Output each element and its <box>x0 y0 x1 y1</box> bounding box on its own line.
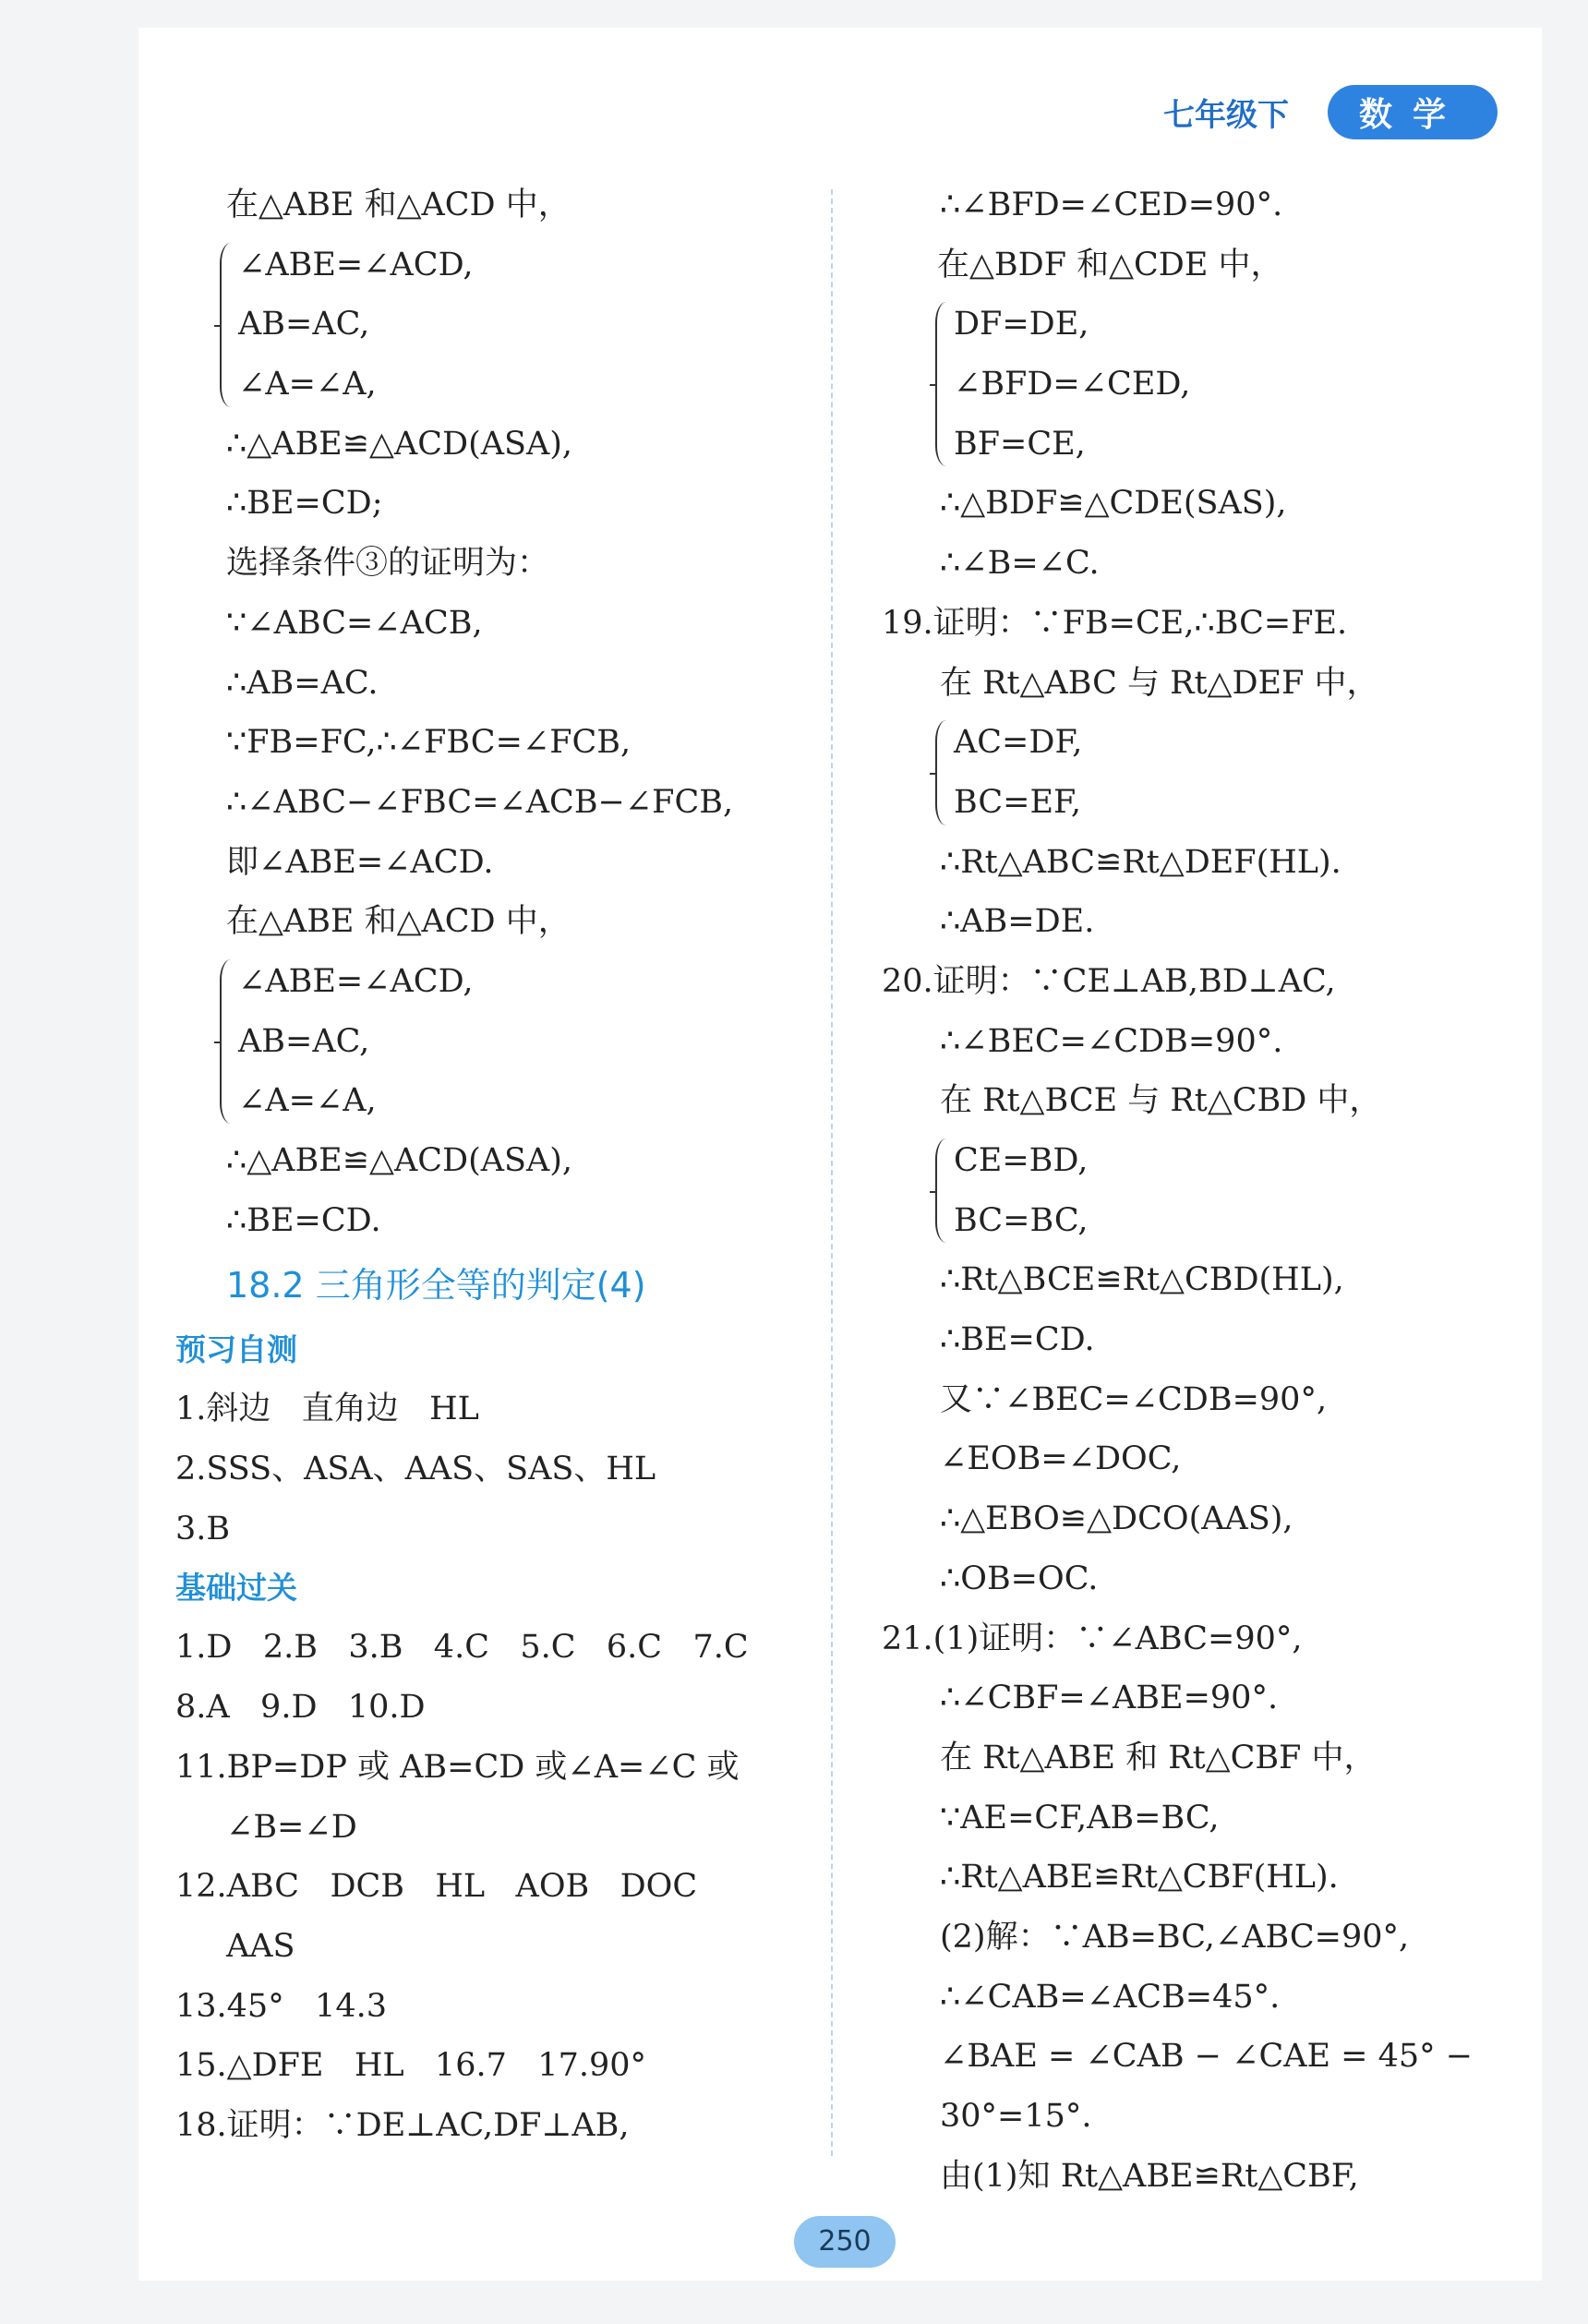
answer-line: 1.D 2.B 3.B 4.C 5.C 6.C 7.C <box>175 1629 749 1667</box>
text-line: ∴BE=CD. <box>940 1321 1095 1359</box>
section-title: 18.2 三角形全等的判定(4) <box>226 1265 646 1306</box>
answer-line: 1.斜边 直角边 HL <box>175 1391 479 1428</box>
sub-heading: 预习自测 <box>175 1331 297 1368</box>
brace-mark <box>220 959 235 1124</box>
text-line: ∴Rt△ABE≌Rt△CBF(HL). <box>940 1859 1339 1897</box>
text-line: 即∠ABE=∠ACD. <box>226 843 494 881</box>
page-header <box>1163 85 1498 139</box>
brace-mark <box>220 243 235 407</box>
text-line: ∴BE=CD; <box>226 485 383 523</box>
text-line: ∴OB=OC. <box>940 1559 1099 1597</box>
text-line: 选择条件③的证明为： <box>226 545 550 583</box>
text-line: 19.证明：∵FB=CE,∴BC=FE. <box>882 604 1348 642</box>
text-line: ∵FB=FC,∴∠FBC=∠FCB, <box>226 724 632 762</box>
answer-line: 13.45° 14.3 <box>175 1987 388 2025</box>
column-divider <box>831 189 833 2156</box>
answer-line: 12.ABC DCB HL AOB DOC <box>175 1868 698 1906</box>
text-line: 在△BDF 和△CDE 中， <box>937 246 1283 283</box>
text-line: ∴∠B=∠C. <box>940 545 1100 583</box>
condition-brace <box>882 1131 1519 1250</box>
brace-mark <box>935 1138 950 1243</box>
text-line: BF=CE, <box>954 425 1086 463</box>
text-line: ∠ABE=∠ACD, <box>238 246 474 283</box>
text-line: ∴∠CAB=∠ACB=45°. <box>940 1978 1281 2016</box>
text-line: ∴∠CBF=∠ABE=90°. <box>940 1680 1279 1717</box>
text-line: ∠ABE=∠ACD, <box>238 962 474 1000</box>
text-line: 在△ABE 和△ACD 中， <box>226 187 571 223</box>
answer-line: 8.A 9.D 10.D <box>175 1689 426 1727</box>
text-line: 由(1)知 Rt△ABE≌Rt△CBF, <box>940 2157 1359 2195</box>
text-line: 30°=15°. <box>940 2098 1092 2135</box>
text-line: ∴Rt△BCE≌Rt△CBD(HL), <box>940 1261 1344 1299</box>
text-line: ∴∠BEC=∠CDB=90°. <box>940 1022 1283 1060</box>
text-line: ∠A=∠A, <box>238 366 377 403</box>
text-line: 20.证明：∵CE⊥AB,BD⊥AC, <box>882 962 1336 1000</box>
text-line: ∴BE=CD. <box>226 1201 381 1239</box>
text-line: 在 Rt△BCE 与 Rt△CBD 中， <box>940 1082 1382 1120</box>
answer-line: ∠B=∠D <box>226 1808 357 1846</box>
text-line: CE=BD, <box>954 1142 1089 1179</box>
right-column <box>882 175 1519 2206</box>
text-line: 又∵∠BEC=∠CDB=90°, <box>940 1380 1328 1418</box>
grade-label: 七年级下 <box>1163 97 1289 134</box>
text-line: AC=DF, <box>954 724 1083 762</box>
answer-line: 15.△DFE HL 16.7 17.90° <box>175 2047 646 2085</box>
text-line: AB=AC, <box>238 306 370 343</box>
text-line: AB=AC, <box>238 1022 370 1060</box>
text-line: ∴AB=AC. <box>226 664 379 702</box>
subject-badge: 数学 <box>1328 85 1498 139</box>
brace-mark <box>935 302 950 466</box>
text-line: ∴△ABE≌△ACD(ASA), <box>226 1142 573 1179</box>
text-line: ∴∠ABC−∠FBC=∠ACB−∠FCB, <box>226 783 734 821</box>
text-line: ∴△ABE≌△ACD(ASA), <box>226 425 573 463</box>
text-line: ∴∠BFD=∠CED=90°. <box>940 187 1283 223</box>
text-line: ∠EOB=∠DOC, <box>940 1440 1182 1478</box>
text-line: 在△ABE 和△ACD 中， <box>226 903 571 941</box>
text-line: ∴AB=DE. <box>940 903 1095 941</box>
text-line: ∴Rt△ABC≌Rt△DEF(HL). <box>940 843 1341 881</box>
condition-brace <box>175 952 812 1131</box>
condition-brace <box>882 295 1519 474</box>
sub-heading: 基础过关 <box>175 1570 297 1607</box>
condition-brace <box>882 713 1519 832</box>
answer-line: 11.BP=DP 或 AB=CD 或∠A=∠C 或 <box>175 1748 740 1786</box>
text-line: BC=BC, <box>954 1201 1089 1239</box>
answer-line: 2.SSS、ASA、AAS、SAS、HL <box>175 1451 656 1488</box>
text-line: 在 Rt△ABE 和 Rt△CBF 中， <box>940 1739 1377 1776</box>
answer-line: AAS <box>226 1927 295 1965</box>
text-line: ∠BFD=∠CED, <box>954 366 1191 403</box>
text-line: BC=EF, <box>954 783 1081 821</box>
answer-line: 18.证明：∵DE⊥AC,DF⊥AB, <box>175 2106 630 2144</box>
text-line: ∠BAE = ∠CAB − ∠CAE = 45° − <box>940 2038 1474 2076</box>
text-line: (2)解：∵AB=BC,∠ABC=90°, <box>940 1918 1410 1956</box>
text-line: ∴△EBO≌△DCO(AAS), <box>940 1500 1293 1538</box>
answer-line: 3.B <box>175 1510 231 1547</box>
page-number: 250 <box>794 2216 896 2268</box>
text-line: ∵∠ABC=∠ACB, <box>226 604 483 642</box>
text-line: ∵AE=CF,AB=BC, <box>940 1799 1220 1836</box>
brace-mark <box>935 720 950 825</box>
text-line: ∠A=∠A, <box>238 1082 377 1120</box>
text-line: ∴△BDF≌△CDE(SAS), <box>940 485 1287 523</box>
condition-brace <box>175 235 812 415</box>
text-line: 在 Rt△ABC 与 Rt△DEF 中， <box>940 664 1379 702</box>
left-column <box>175 175 812 2156</box>
text-line: 21.(1)证明：∵∠ABC=90°, <box>882 1620 1303 1657</box>
text-line: DF=DE, <box>954 306 1089 343</box>
